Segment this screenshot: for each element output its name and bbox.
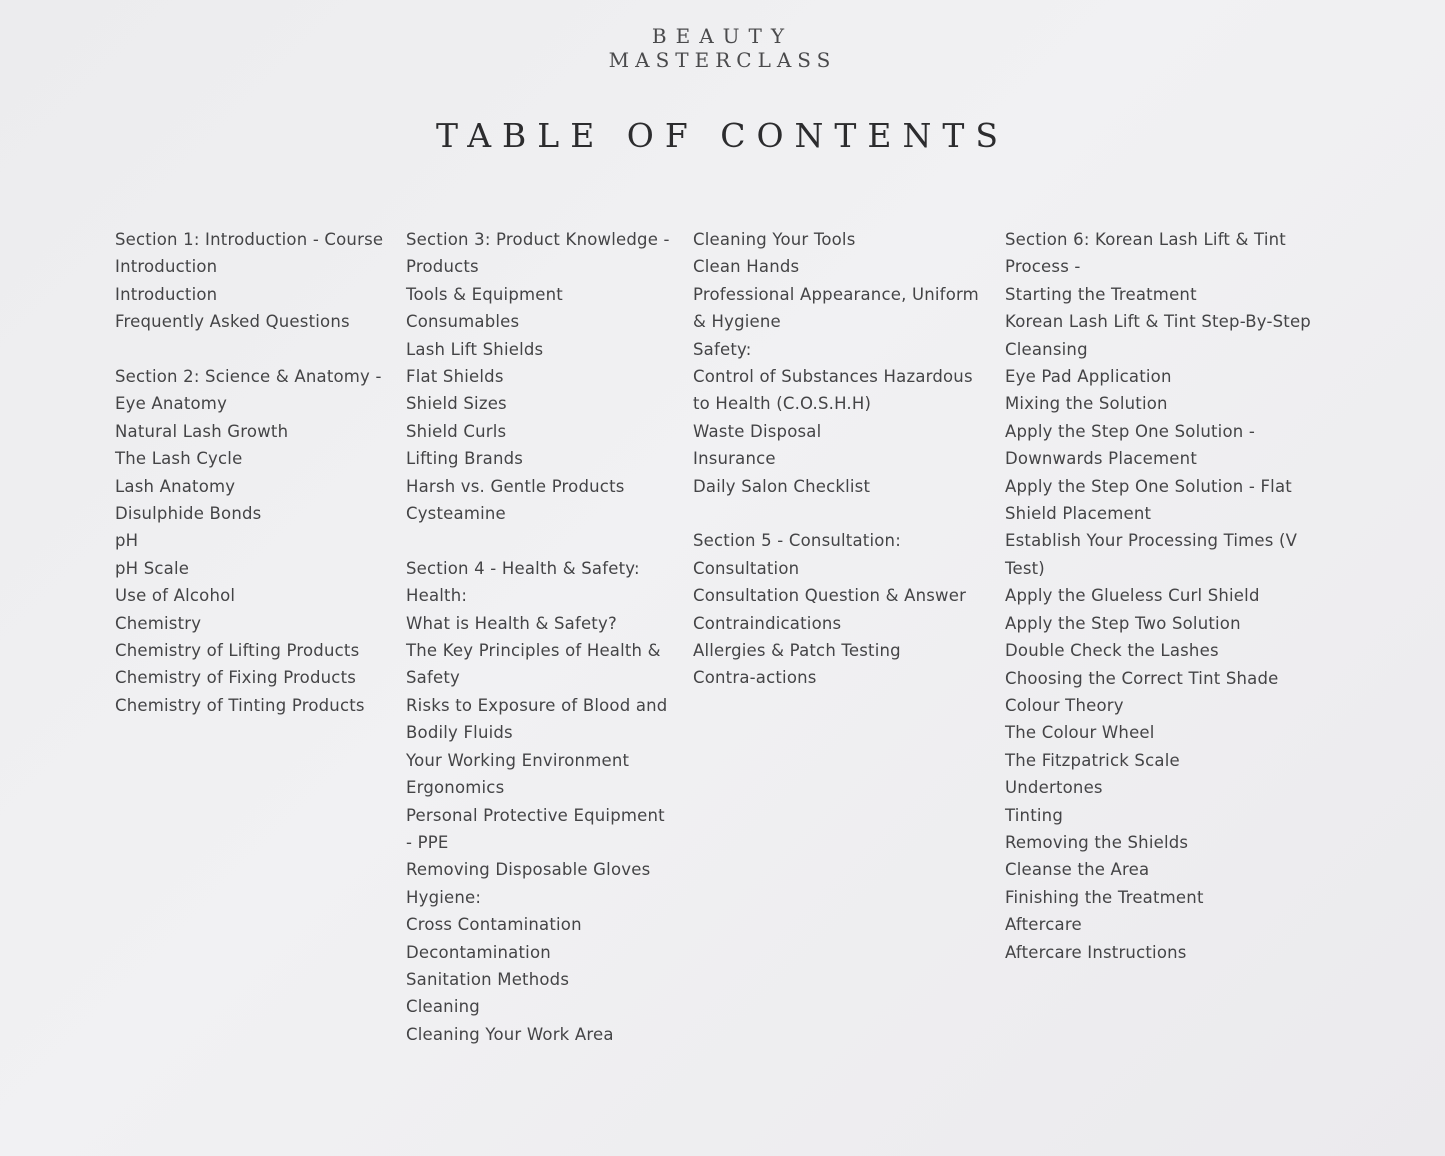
toc-entry: Section 2: Science & Anatomy - Eye Anatomy xyxy=(115,367,382,414)
toc-entry: The Fitzpatrick Scale xyxy=(1005,750,1180,770)
toc-entry: Natural Lash Growth xyxy=(115,421,289,441)
toc-entry: Professional Appearance, Uniform & Hygiene xyxy=(693,284,979,332)
toc-entry: Cleanse the Area xyxy=(1005,860,1150,880)
toc-entry: Safety: xyxy=(693,339,752,359)
toc-column-4 xyxy=(1005,226,1325,966)
toc-entry: Use of Alcohol xyxy=(115,586,236,606)
toc-entry: Waste Disposal xyxy=(693,421,822,441)
toc-entry: Disulphide Bonds xyxy=(115,504,262,524)
toc-entry: Shield Curls xyxy=(406,421,507,441)
toc-entry: Frequently Asked Questions xyxy=(115,312,350,332)
brand-line-masterclass: MASTERCLASS xyxy=(608,48,837,72)
toc-column-1 xyxy=(115,226,385,719)
toc-entry: What is Health & Safety? xyxy=(406,613,617,633)
toc-entry: Lash Anatomy xyxy=(115,476,236,496)
toc-entry: Mixing the Solution xyxy=(1005,394,1168,414)
toc-entry: Consumables xyxy=(406,312,520,332)
toc-entry: Establish Your Processing Times (V Test) xyxy=(1005,531,1298,578)
toc-entry: Apply the Step One Solution - Flat Shield Placement xyxy=(1005,476,1292,524)
toc-entry: Cross Contamination xyxy=(406,915,582,935)
toc-entry: pH Scale xyxy=(115,558,190,578)
brand-logo xyxy=(0,24,1445,72)
toc-entry: Chemistry of Tinting Products xyxy=(115,695,365,715)
toc-entry: Aftercare Instructions xyxy=(1005,942,1187,962)
toc-entry: Cleaning xyxy=(406,997,480,1017)
toc-entry: Consultation Question & Answer xyxy=(693,586,967,606)
toc-entry: Chemistry of Lifting Products xyxy=(115,641,360,661)
toc-entry: Section 5 - Consultation: Consultation xyxy=(693,531,901,578)
toc-entry: Harsh vs. Gentle Products xyxy=(406,476,625,496)
toc-entry: Risks to Exposure of Blood and Bodily Fluids xyxy=(406,695,668,743)
toc-column-3 xyxy=(693,226,983,692)
toc-entry: Colour Theory xyxy=(1005,695,1124,715)
toc-entry: Tools & Equipment xyxy=(406,284,563,304)
toc-entry: Cysteamine xyxy=(406,504,506,524)
toc-entry: Personal Protective Equipment - PPE xyxy=(406,805,665,852)
toc-entry: Cleaning Your Work Area xyxy=(406,1024,614,1044)
toc-entry: The Key Principles of Health & Safety xyxy=(406,641,661,688)
toc-entry: Finishing the Treatment xyxy=(1005,887,1204,907)
toc-entry: Section 4 - Health & Safety: Health: xyxy=(406,558,640,606)
toc-entry: Contraindications xyxy=(693,613,842,633)
toc-entry: Removing Disposable Gloves xyxy=(406,860,651,880)
toc-entry: Control of Substances Hazardous to Health (C.O.S.H.H) xyxy=(693,367,973,414)
page-title: TABLE OF CONTENTS xyxy=(436,116,1009,155)
toc-entry: Flat Shields xyxy=(406,367,504,387)
toc-entry: Cleansing xyxy=(1005,339,1088,359)
toc-entry: Section 3: Product Knowledge - Products xyxy=(406,230,670,277)
toc-entry: pH xyxy=(115,531,139,551)
toc-entry: Starting the Treatment xyxy=(1005,284,1197,304)
toc-entry: Cleaning Your Tools xyxy=(693,230,856,249)
toc-entry: Your Working Environment xyxy=(406,750,630,770)
toc-entry: Choosing the Correct Tint Shade xyxy=(1005,668,1279,688)
toc-entry: Ergonomics xyxy=(406,778,505,798)
toc-entry: Double Check the Lashes xyxy=(1005,641,1219,661)
toc-entry: Daily Salon Checklist xyxy=(693,476,871,496)
toc-entry: Undertones xyxy=(1005,778,1103,798)
toc-entry: Lifting Brands xyxy=(406,449,524,469)
toc-entry: Aftercare xyxy=(1005,915,1082,935)
toc-entry: Section 1: Introduction - Course Introduction xyxy=(115,230,384,277)
toc-entry: Tinting xyxy=(1005,805,1063,825)
toc-entry: Chemistry xyxy=(115,613,202,633)
toc-entry: Section 6: Korean Lash Lift & Tint Process - xyxy=(1005,230,1286,277)
toc-entry: Apply the Step Two Solution xyxy=(1005,613,1241,633)
toc-entry: Apply the Glueless Curl Shield xyxy=(1005,586,1260,606)
toc-entry: Insurance xyxy=(693,449,776,469)
toc-entry: Decontamination xyxy=(406,942,551,962)
toc-entry: Introduction xyxy=(115,284,218,304)
brand-line-beauty: BEAUTY xyxy=(651,24,794,48)
toc-entry: Sanitation Methods xyxy=(406,969,570,989)
toc-entry: Contra-actions xyxy=(693,668,817,688)
toc-entry: Hygiene: xyxy=(406,887,482,907)
toc-entry: Apply the Step One Solution - Downwards Placement xyxy=(1005,421,1256,469)
toc-entry: Chemistry of Fixing Products xyxy=(115,668,357,688)
toc-column-2 xyxy=(406,226,674,1048)
toc-entry: Removing the Shields xyxy=(1005,832,1189,852)
toc-entry: The Colour Wheel xyxy=(1005,723,1155,743)
toc-entry: Clean Hands xyxy=(693,257,800,277)
toc-entry: Shield Sizes xyxy=(406,394,507,414)
toc-entry: Lash Lift Shields xyxy=(406,339,544,359)
toc-entry: The Lash Cycle xyxy=(115,449,243,469)
toc-entry: Eye Pad Application xyxy=(1005,367,1172,387)
toc-entry: Allergies & Patch Testing xyxy=(693,641,901,661)
toc-entry: Korean Lash Lift & Tint Step-By-Step xyxy=(1005,312,1311,332)
